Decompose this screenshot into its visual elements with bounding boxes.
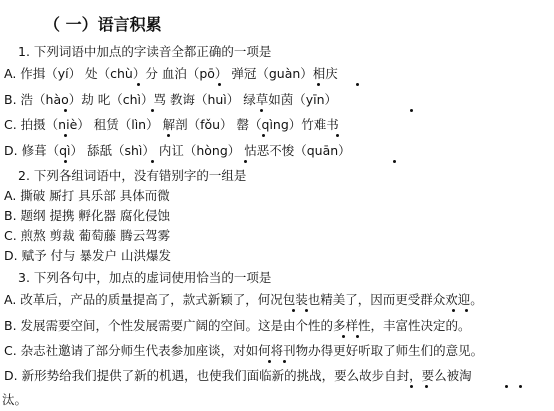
question-1-option-b: B. 浩（hào）劫 叱（chì）骂 教诲（huì） 绿草如茵（yīn）: [4, 92, 338, 107]
question-3-stem: 3. 下列各句中，加点的虚词使用恰当的一项是: [18, 270, 272, 285]
emphasis-dot: [452, 309, 455, 312]
question-1-option-d: D. 修葺（qì） 舔舐（shì） 内讧（hòng） 怙恶不悛（quān）: [4, 143, 351, 158]
emphasis-dot: [167, 134, 170, 137]
question-2-option-b: B. 题纲 提携 孵化器 腐化侵蚀: [4, 208, 170, 223]
question-3-option-c: C. 杂志社邀请了部分师生代表参加座谈，对如何将刊物办得更好听取了师生们的意见。: [4, 343, 484, 358]
emphasis-dot: [410, 109, 413, 112]
emphasis-dot: [283, 360, 286, 363]
emphasis-dot: [244, 160, 247, 163]
question-2-stem: 2. 下列各组词语中，没有错别字的一组是: [18, 168, 247, 183]
emphasis-dot: [268, 360, 271, 363]
emphasis-dot: [336, 134, 339, 137]
question-3-option-a: A. 改革后，产品的质量提高了，款式新颖了，何况包装也精美了，因而更受群众欢迎。: [4, 292, 483, 307]
emphasis-dot: [393, 160, 396, 163]
emphasis-dot: [342, 335, 345, 338]
emphasis-dot: [519, 385, 522, 388]
emphasis-dot: [505, 385, 508, 388]
emphasis-dot: [356, 83, 359, 86]
emphasis-dot: [151, 160, 154, 163]
question-3-option-b: B. 发展需要空间，个性发展需要广阔的空间。这是由个性的多样性，丰富性决定的。: [4, 318, 471, 333]
question-2-option-c: C. 煎熬 剪裁 葡萄藤 腾云驾雾: [4, 228, 171, 243]
emphasis-dot: [64, 134, 67, 137]
emphasis-dot: [356, 335, 359, 338]
question-1-option-c: C. 拍摄（niè） 租赁（lìn） 解剖（fǒu） 罄（qìng）竹难书: [4, 117, 339, 132]
emphasis-dot: [305, 309, 308, 312]
emphasis-dot: [410, 385, 413, 388]
emphasis-dot: [425, 385, 428, 388]
question-1-option-a: A. 作揖（yí） 处（chù）分 血泊（pō） 弹冠（guàn）相庆: [4, 66, 338, 81]
emphasis-dot: [64, 109, 67, 112]
emphasis-dot: [64, 160, 67, 163]
emphasis-dot: [151, 109, 154, 112]
question-1-stem: 1. 下列词语中加点的字读音全都正确的一项是: [18, 44, 272, 59]
emphasis-dot: [292, 309, 295, 312]
emphasis-dot: [465, 309, 468, 312]
question-2-option-d: D. 赋予 付与 暴发户 山洪爆发: [4, 248, 171, 263]
question-3-option-d-line2: 汰。: [2, 392, 28, 407]
emphasis-dot: [218, 83, 221, 86]
section-title: （ 一）语言积累: [44, 15, 162, 34]
emphasis-dot: [262, 134, 265, 137]
question-2-option-a: A. 撕破 厮打 具乐部 具体而微: [4, 188, 170, 203]
emphasis-dot: [137, 83, 140, 86]
emphasis-dot: [260, 109, 263, 112]
emphasis-dot: [317, 83, 320, 86]
question-3-option-d-line1: D. 新形势给我们提供了新的机遇，也使我们面临新的挑战，要么故步自封，要么被淘: [4, 368, 472, 383]
